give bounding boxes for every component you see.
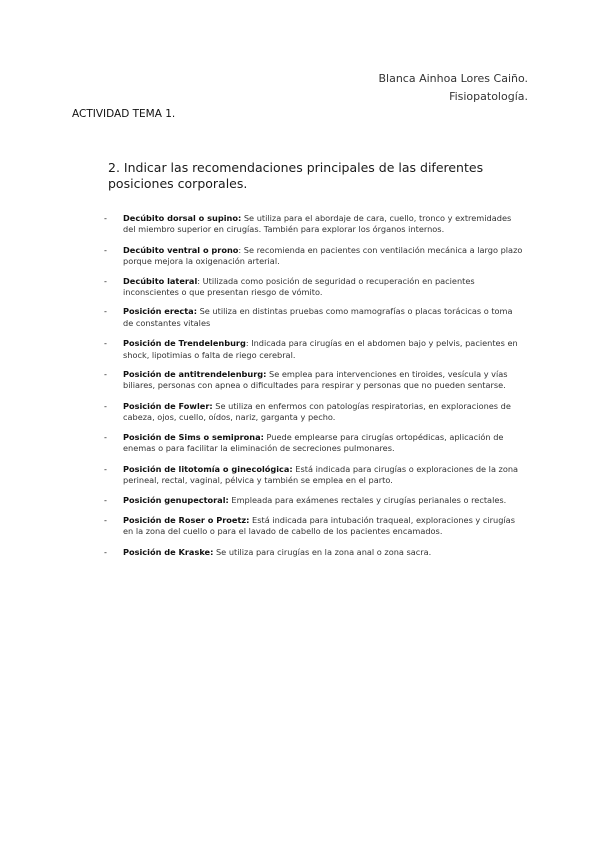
position-name: Posición de litotomía o ginecológica:: [123, 463, 293, 474]
position-description: Está indicada para cirugías o exploraciones de la zona perineal, rectal, vaginal, pélvica y también se emplea en el parto.: [123, 463, 519, 485]
position-description: Está indicada para intubación traqueal, exploraciones y cirugías en la zona del cuello o para el lavado de cabello de los pacientes encamados.: [123, 514, 515, 537]
list-item: [104, 401, 524, 424]
author-name: Blanca Ainhoa Lores Caiño.: [378, 72, 528, 85]
position-name: Posición erecta:: [123, 306, 197, 317]
position-name: Posición de Fowler:: [123, 400, 213, 411]
position-description: Se utiliza para el abordaje de cara, cuello, tronco y extremidades del miembro superior en cirugías. También para explorar los órganos internos.: [123, 213, 512, 235]
bullet-dash: -: [104, 463, 107, 474]
position-description: Se utiliza en enfermos con patologías respiratorias, en exploraciones de cabeza, ojos, cuello, oídos, nariz, garganta y pecho.: [123, 400, 511, 423]
position-description: Se utiliza en distintas pruebas como mamografías o placas torácicas o toma de constantes vitales: [123, 306, 513, 328]
list-item: [104, 515, 524, 538]
position-name: Posición de Kraske:: [123, 546, 214, 557]
position-name: Posición de Sims o semiprona:: [123, 431, 264, 442]
position-name: Decúbito dorsal o supino:: [123, 213, 242, 223]
position-description: : Utilizada como posición de seguridad o recuperación en pacientes inconscientes o que presentan riesgo de vómito.: [123, 275, 475, 298]
position-description: : Se recomienda en pacientes con ventilación mecánica a largo plazo porque mejora la oxigenación arterial.: [123, 244, 523, 267]
list-item: [104, 213, 524, 236]
bullet-dash: -: [104, 338, 107, 349]
list-item: [104, 432, 524, 455]
bullet-dash: -: [104, 275, 107, 286]
bullet-dash: -: [104, 514, 107, 525]
list-item: [104, 495, 524, 506]
position-name: Posición de antitrendelenburg:: [123, 369, 267, 380]
position-description: Puede emplearse para cirugías ortopédicas, aplicación de enemas o para facilitar la eliminación de secreciones pulmonares.: [123, 431, 504, 454]
bullet-dash: -: [104, 244, 107, 255]
list-item: [104, 464, 524, 487]
activity-title: ACTIVIDAD TEMA 1.: [72, 108, 176, 120]
position-name: Posición genupectoral:: [123, 495, 229, 506]
bullet-dash: -: [104, 369, 107, 380]
bullet-dash: -: [104, 546, 107, 557]
bullet-dash: -: [104, 306, 107, 317]
list-item: [104, 547, 524, 558]
bullet-dash: -: [104, 213, 107, 223]
position-description: Se utiliza para cirugías en la zona anal o zona sacra.: [213, 546, 432, 557]
list-item: [104, 276, 524, 299]
position-description: Se emplea para intervenciones en tiroides, vesícula y vías biliares, personas con apnea o dificultades para respirar y personas que no pueden sentarse.: [123, 369, 508, 391]
position-name: Posición de Roser o Proetz:: [123, 514, 250, 525]
subject-name: Fisiopatología.: [449, 90, 528, 103]
question-heading: 2. Indicar las recomendaciones principales de las diferentes posiciones corporales.: [108, 160, 484, 191]
list-item: [104, 306, 524, 329]
list-item: [104, 245, 524, 268]
list-item: [104, 338, 524, 361]
bullet-dash: -: [104, 495, 107, 506]
position-description: Empleada para exámenes rectales y cirugías perianales o rectales.: [228, 495, 507, 506]
position-name: Decúbito lateral: [123, 275, 198, 286]
positions-list: [104, 213, 524, 558]
list-item: [104, 369, 524, 392]
position-name: Posición de Trendelenburg: [123, 338, 246, 349]
bullet-dash: -: [104, 431, 107, 442]
bullet-dash: -: [104, 400, 107, 411]
position-name: Decúbito ventral o prono: [123, 244, 239, 255]
author-block: [378, 70, 528, 106]
position-description: : Indicada para cirugías en el abdomen bajo y pelvis, pacientes en shock, lipotimias o falta de riego cerebral.: [123, 338, 518, 360]
